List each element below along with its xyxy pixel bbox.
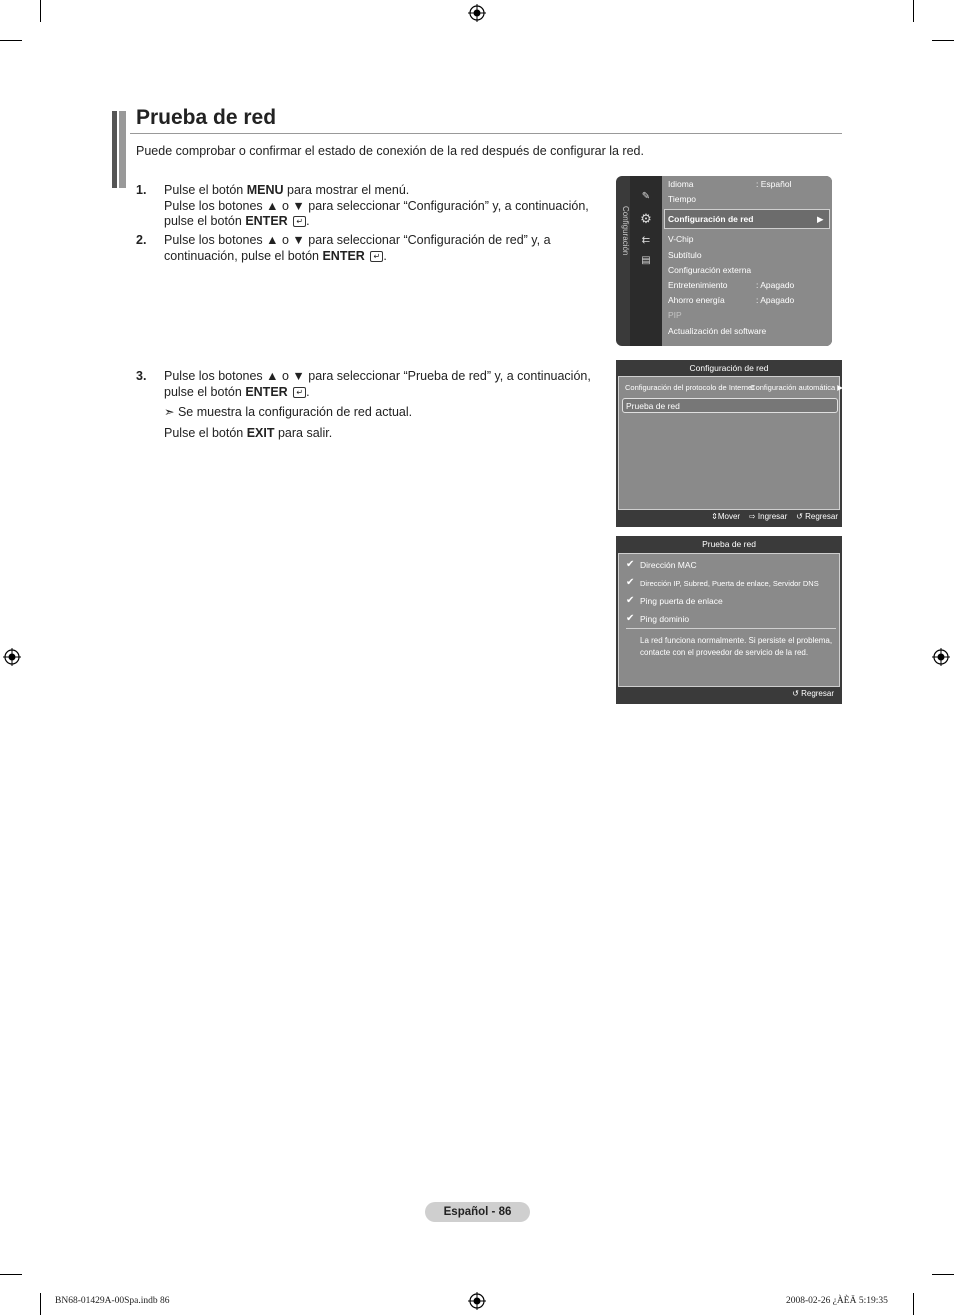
step-body — [164, 369, 614, 441]
registration-mark-icon — [3, 648, 21, 666]
step-line — [164, 199, 614, 215]
step-keyword: ENTER — [322, 248, 365, 263]
menu-item-configuracion-externa[interactable]: Configuración externa — [668, 265, 752, 275]
step-text: pulse el botón — [164, 384, 246, 399]
crop-mark — [913, 0, 914, 22]
step-line — [164, 249, 614, 265]
step-note — [164, 405, 614, 421]
check-item: Dirección MAC — [640, 560, 697, 570]
menu-item-actualizacion-software[interactable]: Actualización del software — [668, 326, 767, 336]
enter-icon: ⇨ — [748, 512, 756, 521]
step-text: Pulse los botones ▲ o ▼ para seleccionar “Configuración” y, a continuación, — [164, 198, 589, 213]
title-divider — [130, 133, 842, 134]
print-slug-right: 2008-02-26 ¿ÀÈÄ 5:19:35 — [786, 1296, 888, 1306]
menu-side-label-text: Configuración — [621, 206, 630, 256]
protocol-value: : Configuración automática ▶ — [746, 383, 844, 392]
menu-item-entretenimiento[interactable]: Entretenimiento : Apagado — [668, 280, 795, 290]
step-text: . — [306, 384, 310, 399]
panel-footer — [616, 689, 834, 698]
network-test-item[interactable]: Prueba de red — [626, 401, 680, 411]
panel-header: Configuración de red — [689, 363, 769, 373]
footer-back: Regresar — [805, 512, 838, 521]
checkmark-icon: ✔ — [626, 577, 635, 588]
menu-item-pip: PIP — [668, 310, 682, 320]
protocol-setting-row[interactable] — [625, 383, 844, 392]
test-result-message: La red funciona normalmente. Si persiste el problema, contacte con el proveedor de servicio de la red. — [640, 636, 833, 657]
page-number-badge: Español - 86 — [425, 1202, 530, 1222]
step-line — [164, 214, 614, 230]
divider — [626, 628, 836, 629]
menu-item-v-chip[interactable]: V-Chip — [668, 234, 694, 244]
crop-mark — [40, 0, 41, 22]
panel-header: Prueba de red — [702, 539, 756, 549]
crop-mark — [932, 1274, 954, 1275]
panel-body — [618, 376, 840, 510]
step-text: continuación, pulse el botón — [164, 248, 323, 263]
setup-gear-icon[interactable]: ⚙ — [640, 211, 652, 226]
input-icon[interactable]: ⇇ — [641, 235, 651, 246]
step-body — [164, 233, 614, 264]
title-accent-bar — [119, 111, 126, 188]
registration-mark-icon — [468, 1292, 486, 1310]
registration-mark-icon — [468, 4, 486, 22]
step-text: Pulse los botones ▲ o ▼ para seleccionar “Configuración de red” y, a — [164, 233, 551, 247]
network-test-screenshot — [616, 536, 842, 704]
page-title: Prueba de red — [136, 106, 277, 129]
settings-menu-screenshot — [616, 176, 832, 346]
enter-icon: ↵ — [293, 216, 306, 227]
step-number: 1. — [136, 183, 147, 197]
step-number: 3. — [136, 369, 147, 383]
chevron-right-icon: ▶ — [817, 214, 824, 224]
return-icon: ↺ — [796, 512, 803, 521]
enter-icon: ↵ — [370, 251, 383, 262]
crop-mark — [0, 40, 22, 41]
step-number: 2. — [136, 233, 147, 247]
step-text: Pulse el botón — [164, 425, 247, 440]
step-text: para mostrar el menú. — [283, 183, 410, 197]
footer-move: Mover — [717, 512, 741, 521]
footer-back: Regresar — [801, 689, 834, 698]
step-keyword: MENU — [246, 183, 284, 197]
step-line — [164, 233, 614, 249]
check-item: Dirección IP, Subred, Puerta de enlace, Servidor DNS — [640, 579, 819, 588]
step-text: . — [383, 248, 387, 263]
step-keyword: ENTER — [245, 214, 288, 228]
step-line — [164, 426, 614, 442]
intro-text: Puede comprobar o confirmar el estado de conexión de la red después de configurar la red. — [136, 144, 644, 158]
crop-mark — [40, 1293, 41, 1315]
checkmark-icon: ✔ — [626, 613, 635, 624]
panel-footer — [616, 512, 838, 521]
checkmark-icon: ✔ — [626, 559, 635, 570]
menu-side-label — [616, 176, 630, 346]
network-config-screenshot — [616, 360, 842, 527]
step-text: Pulse los botones ▲ o ▼ para seleccionar “Prueba de red” y, a continuación, — [164, 369, 591, 383]
step-text: . — [306, 214, 310, 228]
step-text: para salir. — [274, 425, 333, 440]
step-line — [164, 385, 614, 401]
checkmark-icon: ✔ — [626, 595, 635, 606]
crop-mark — [913, 1293, 914, 1315]
step-keyword: EXIT — [246, 425, 275, 440]
check-item: Ping dominio — [640, 614, 690, 624]
footer-enter: Ingresar — [757, 512, 788, 521]
menu-item-idioma[interactable]: Idioma : Español — [668, 179, 792, 189]
menu-item-configuracion-de-red[interactable]: Configuración de red ▶ — [668, 214, 824, 224]
crop-mark — [932, 40, 954, 41]
protocol-label: Configuración del protocolo de Internet — [625, 383, 755, 392]
menu-item-subtitulo[interactable]: Subtítulo — [668, 250, 702, 260]
step-text: Pulse el botón — [164, 183, 247, 197]
up-down-icon: ⇕ — [711, 512, 718, 521]
enter-icon: ↵ — [293, 387, 306, 398]
menu-item-ahorro-energia[interactable]: Ahorro energía : Apagado — [668, 295, 795, 305]
title-accent-bar — [112, 111, 117, 188]
step-text: pulse el botón — [164, 214, 246, 228]
application-icon[interactable]: ▤ — [641, 255, 651, 266]
check-item: Ping puerta de enlace — [640, 596, 723, 606]
step-body — [164, 183, 614, 230]
step-line — [164, 369, 614, 385]
crop-mark — [0, 1274, 22, 1275]
registration-mark-icon — [932, 648, 950, 666]
print-slug-left: BN68-01429A-00Spa.indb 86 — [55, 1296, 170, 1306]
picture-icon[interactable]: ✎ — [641, 191, 651, 202]
step-keyword: ENTER — [245, 384, 288, 399]
step-line — [164, 183, 614, 199]
step-text: ➣ Se muestra la configuración de red actual. — [164, 405, 413, 419]
menu-item-tiempo[interactable]: Tiempo — [668, 194, 697, 204]
return-icon: ↺ — [792, 689, 799, 698]
